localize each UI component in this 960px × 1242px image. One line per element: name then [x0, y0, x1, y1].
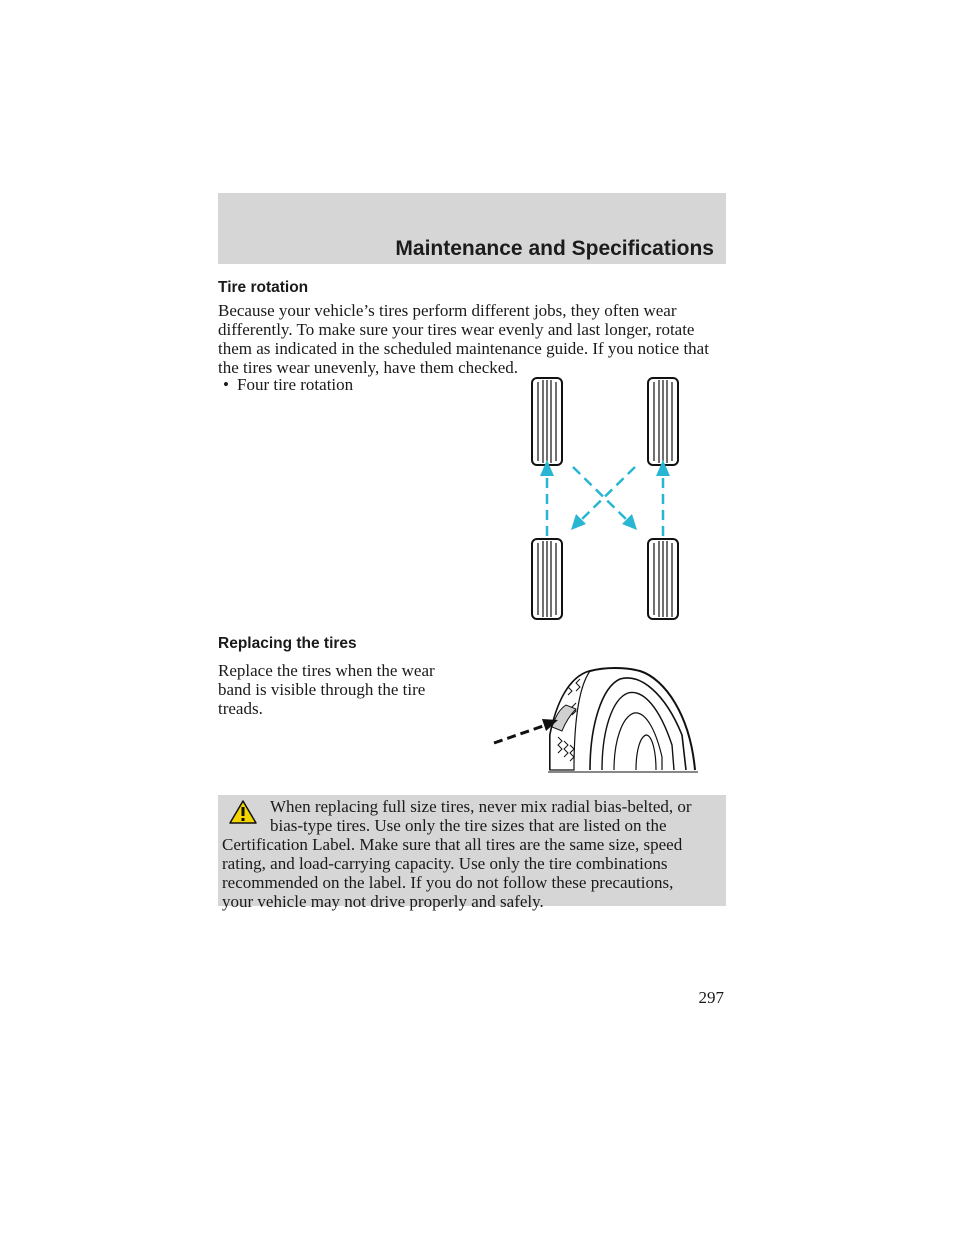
paragraph-line: Because your vehicle’s tires perform different jobs, they often wear — [218, 301, 677, 320]
bullet-dot: • — [223, 375, 229, 394]
front-right-tire-icon — [648, 378, 678, 465]
warning-line: When replacing full size tires, never mix radial bias-belted, or — [270, 797, 692, 816]
replacing-tires-heading: Replacing the tires — [218, 635, 357, 652]
warning-line: recommended on the label. If you do not follow these precautions, — [222, 873, 674, 892]
paragraph-line: band is visible through the tire — [218, 680, 426, 699]
paragraph-line: them as indicated in the scheduled maintenance guide. If you notice that — [218, 339, 709, 358]
bullet-label: Four tire rotation — [237, 375, 354, 394]
front-right-to-rear-left-arrow-line — [579, 467, 635, 522]
section-header-band — [218, 193, 726, 264]
tire-rotation-paragraph — [218, 301, 709, 377]
page-number: 297 — [698, 988, 724, 1007]
tire-rotation-heading: Tire rotation — [218, 279, 309, 296]
tire-rotation-diagram — [528, 376, 688, 622]
paragraph-line: differently. To make sure your tires wear evenly and last longer, rotate — [218, 320, 695, 339]
wear-band-pointer-arrow-line — [494, 725, 546, 743]
paragraph-line: treads. — [218, 699, 263, 718]
warning-line: your vehicle may not drive properly and safely. — [222, 892, 544, 911]
warning-text — [222, 797, 692, 911]
warning-line: Certification Label. Make sure that all tires are the same size, speed — [222, 835, 683, 854]
front-left-tire-icon — [532, 378, 562, 465]
front-left-to-rear-right-arrow-line — [573, 467, 629, 522]
warning-line: rating, and load-carrying capacity. Use only the tire combinations — [222, 854, 668, 873]
rear-right-tire-icon — [648, 539, 678, 619]
rear-left-tire-icon — [532, 539, 562, 619]
replacing-tires-paragraph — [218, 661, 435, 718]
warning-box — [218, 795, 726, 911]
warning-line: bias-type tires. Use only the tire sizes that are listed on the — [270, 816, 667, 835]
paragraph-line: the tires wear unevenly, have them checked. — [218, 358, 519, 377]
tire-wear-band-illustration — [490, 665, 702, 775]
bullet-four-tire-rotation — [218, 375, 353, 394]
paragraph-line: Replace the tires when the wear — [218, 661, 435, 680]
section-title: Maintenance and Specifications — [395, 237, 714, 260]
